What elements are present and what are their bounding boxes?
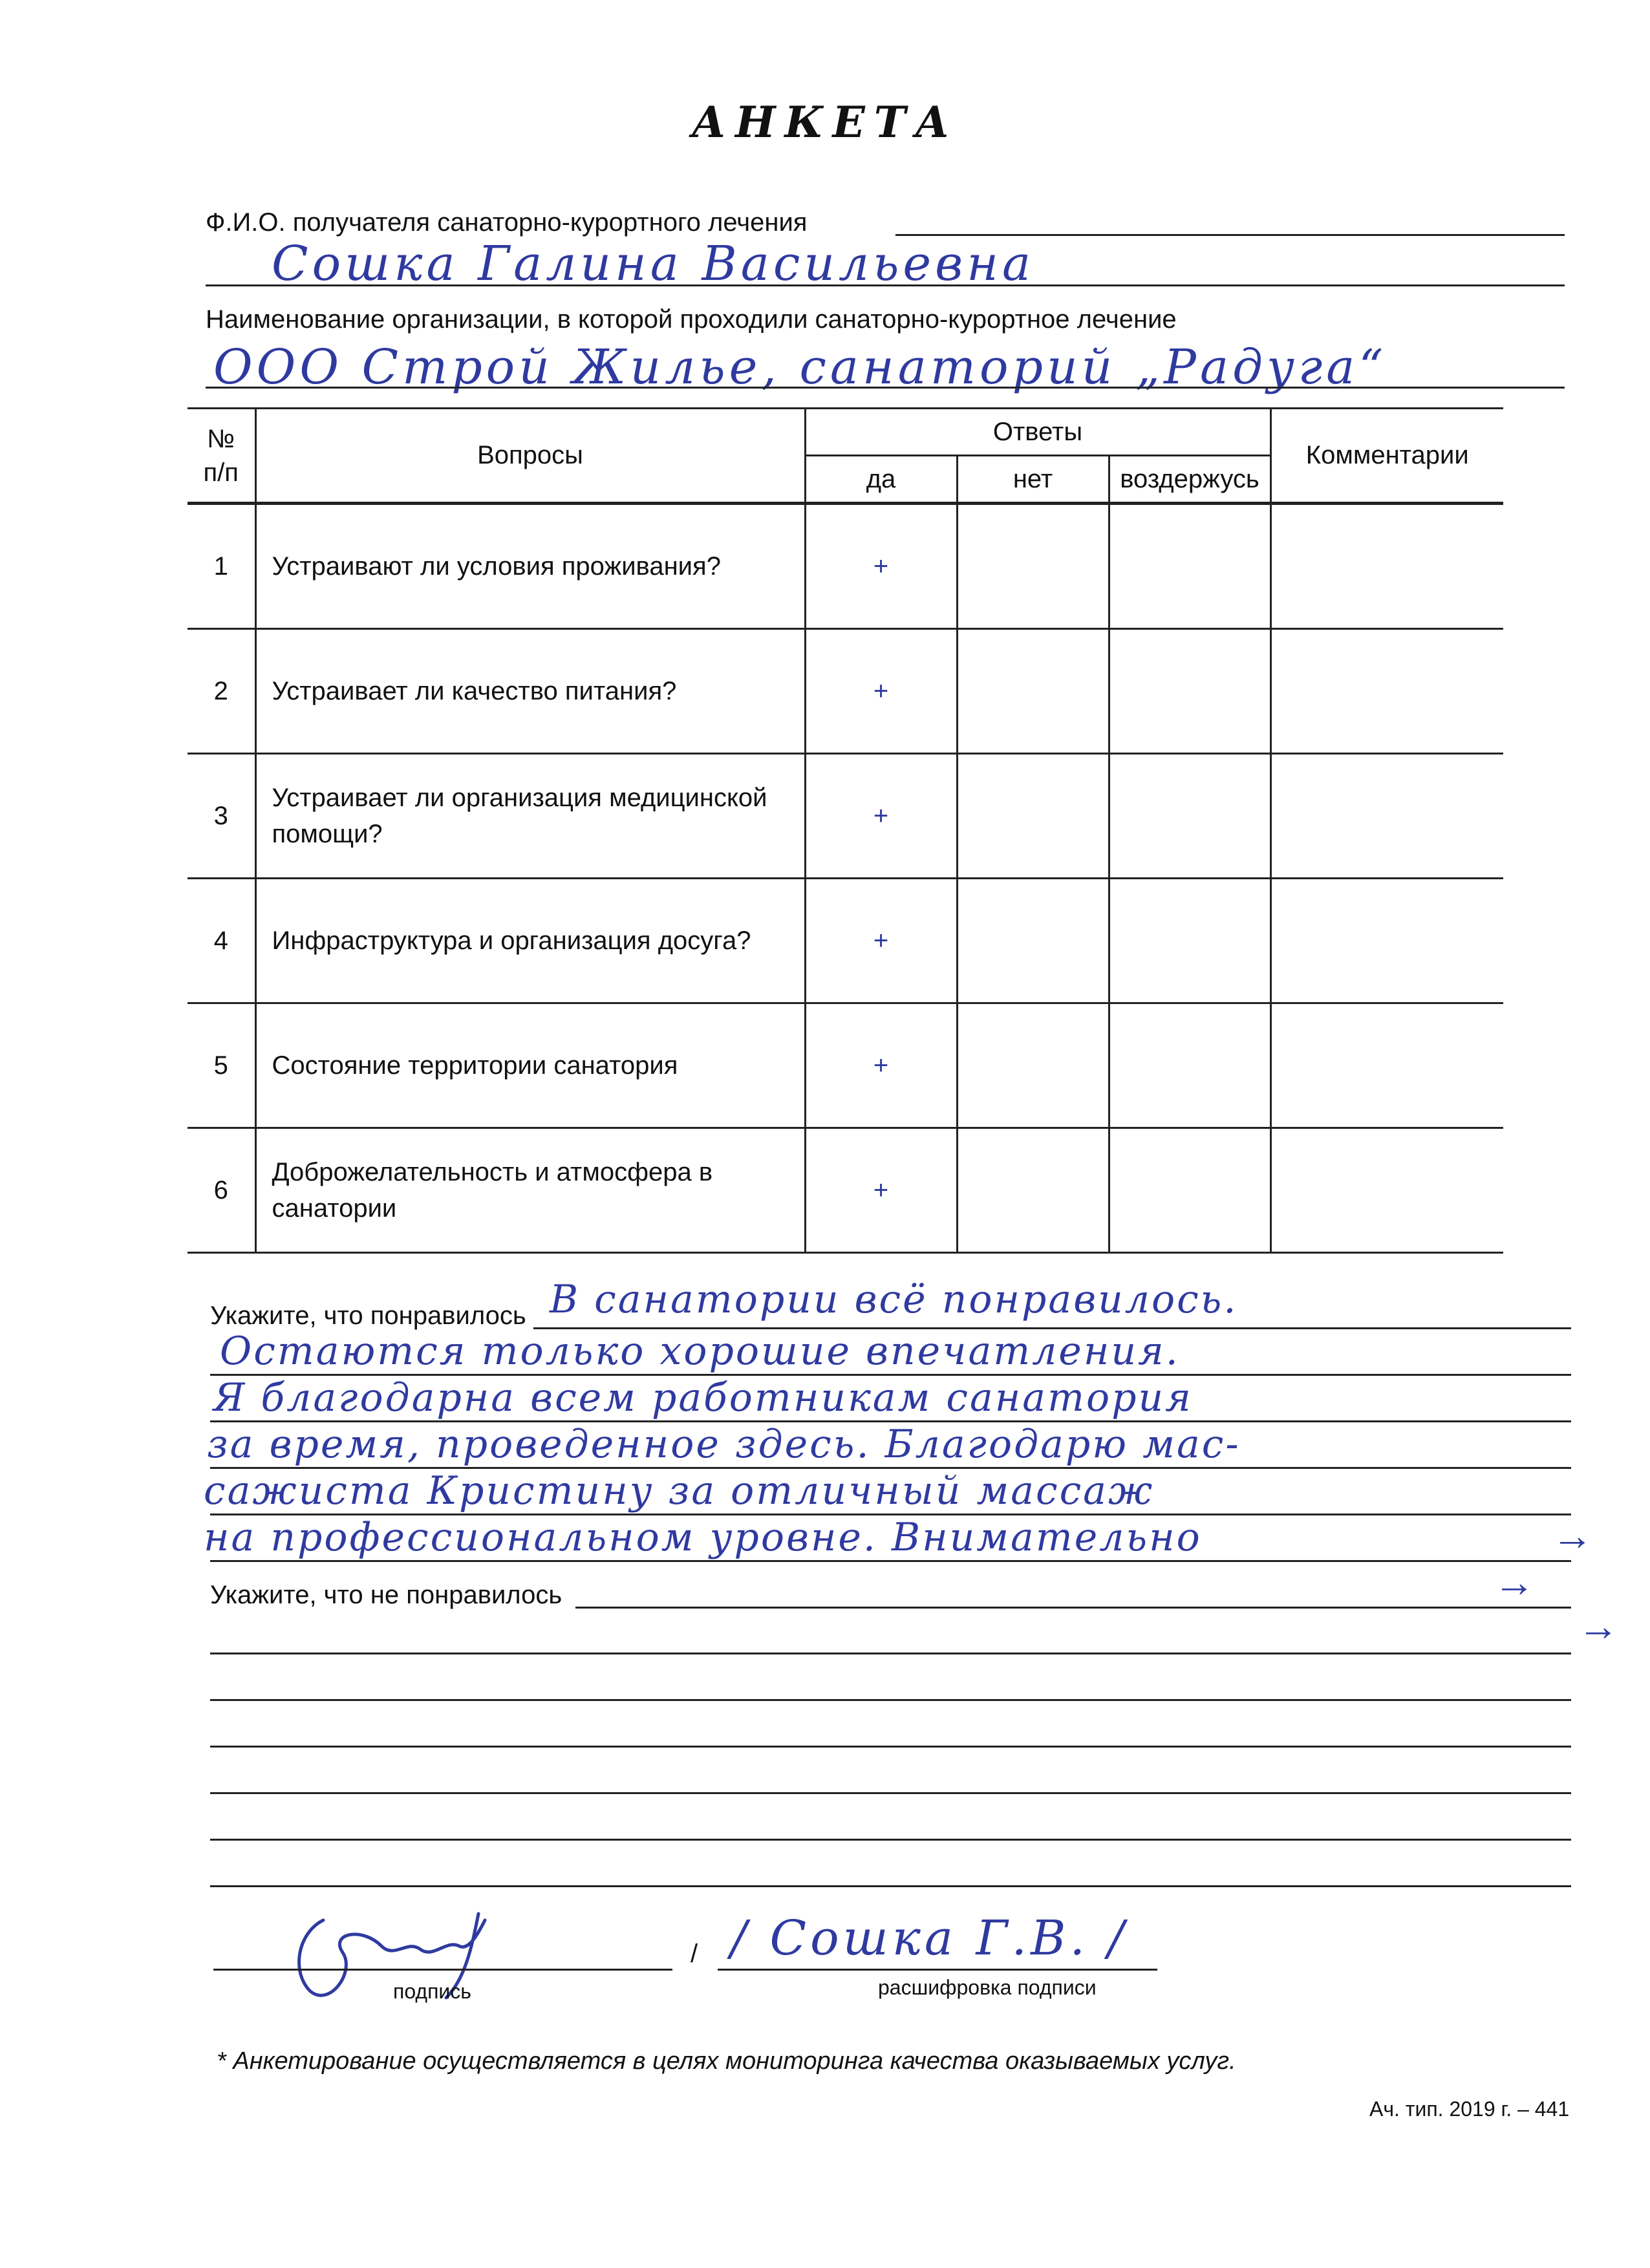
row-number: 1: [188, 504, 255, 629]
comment-cell[interactable]: [1270, 504, 1503, 629]
row-question: Состояние территории санатория: [255, 1003, 805, 1128]
questionnaire-table: [188, 407, 1503, 1254]
fio-rule-2: [206, 284, 1565, 286]
arrow-icon: →: [1494, 1559, 1535, 1605]
disliked-rule-6: [210, 1885, 1571, 1887]
col-comments-header: Комментарии: [1270, 409, 1503, 504]
disliked-rule-0: [575, 1607, 1571, 1609]
answer-yes-cell[interactable]: +: [805, 754, 957, 879]
decode-rule: [718, 1969, 1157, 1971]
disliked-rule-4: [210, 1792, 1571, 1794]
table-row: [188, 629, 1503, 754]
decode-caption: расшифровка подписи: [878, 1976, 1097, 1999]
signature-rule: [213, 1969, 672, 1971]
fio-value[interactable]: Сошка Галина Васильевна: [272, 236, 1035, 292]
organization-rule: [206, 387, 1565, 389]
liked-line-2[interactable]: Остаются только хорошие впечатления.: [220, 1329, 1180, 1374]
row-question: Устраивает ли организация медицинской помощи?: [255, 754, 805, 879]
signature-caption: подпись: [393, 1980, 471, 2003]
disliked-rule-2: [210, 1699, 1571, 1701]
col-num-header: № п/п: [188, 409, 255, 504]
row-question: Устраивают ли условия проживания?: [255, 504, 805, 629]
organization-value[interactable]: ООО Строй Жилье, санаторий „Радуга“: [213, 339, 1388, 395]
answer-no-cell[interactable]: [957, 754, 1109, 879]
answer-abstain-cell[interactable]: [1109, 1128, 1270, 1253]
disliked-label: Укажите, что не понравилось: [210, 1581, 562, 1609]
liked-line-3[interactable]: Я благодарна всем работникам санатория: [213, 1375, 1193, 1420]
comment-cell[interactable]: [1270, 1128, 1503, 1253]
liked-line-6[interactable]: на профессиональном уровне. Внимательно: [204, 1515, 1202, 1560]
form-title: АНКЕТА: [691, 97, 959, 147]
comment-cell[interactable]: [1270, 629, 1503, 754]
answer-abstain-cell[interactable]: [1109, 754, 1270, 879]
answer-no-cell[interactable]: [957, 504, 1109, 629]
comment-cell[interactable]: [1270, 879, 1503, 1003]
footer-note: * Анкетирование осуществляется в целях мониторинга качества оказываемых услуг.: [217, 2048, 1236, 2075]
answer-yes-cell[interactable]: +: [805, 1003, 957, 1128]
row-number: 4: [188, 879, 255, 1003]
arrow-icon: →: [1552, 1512, 1593, 1559]
liked-rule-5: [210, 1560, 1571, 1562]
answer-yes-cell[interactable]: +: [805, 879, 957, 1003]
answer-no-cell[interactable]: [957, 1128, 1109, 1253]
liked-label: Укажите, что понравилось: [210, 1301, 526, 1330]
arrow-icon: →: [1578, 1603, 1619, 1649]
row-number: 5: [188, 1003, 255, 1128]
answer-abstain-cell[interactable]: [1109, 1003, 1270, 1128]
col-abstain-header: воздержусь: [1109, 456, 1270, 504]
disliked-rule-1: [210, 1653, 1571, 1654]
answer-abstain-cell[interactable]: [1109, 629, 1270, 754]
decode-value[interactable]: / Сошка Г.В. /: [731, 1910, 1128, 1966]
liked-line-5[interactable]: сажиста Кристину за отличный массаж: [204, 1468, 1155, 1514]
row-question: Устраивает ли качество питания?: [255, 629, 805, 754]
disliked-rule-3: [210, 1746, 1571, 1748]
liked-line-4[interactable]: за время, проведенное здесь. Благодарю мас-: [207, 1422, 1241, 1467]
print-info: Ач. тип. 2019 г. – 441: [1369, 2097, 1570, 2121]
col-no-header: нет: [957, 456, 1109, 504]
answer-no-cell[interactable]: [957, 879, 1109, 1003]
comment-cell[interactable]: [1270, 754, 1503, 879]
comment-cell[interactable]: [1270, 1003, 1503, 1128]
disliked-rule-5: [210, 1839, 1571, 1841]
row-number: 6: [188, 1128, 255, 1253]
table-row: [188, 1128, 1503, 1253]
liked-line-1[interactable]: В санатории всё понравилось.: [550, 1277, 1238, 1322]
row-number: 3: [188, 754, 255, 879]
answer-yes-cell[interactable]: +: [805, 504, 957, 629]
answer-no-cell[interactable]: [957, 1003, 1109, 1128]
row-question: Доброжелательность и атмосфера в санатории: [255, 1128, 805, 1253]
answer-no-cell[interactable]: [957, 629, 1109, 754]
answer-yes-cell[interactable]: +: [805, 629, 957, 754]
table-row: [188, 504, 1503, 629]
row-number: 2: [188, 629, 255, 754]
row-question: Инфраструктура и организация досуга?: [255, 879, 805, 1003]
col-yes-header: да: [805, 456, 957, 504]
answer-abstain-cell[interactable]: [1109, 879, 1270, 1003]
col-questions-header: Вопросы: [255, 409, 805, 504]
answer-abstain-cell[interactable]: [1109, 504, 1270, 629]
fio-label: Ф.И.О. получателя санаторно-курортного лечения: [206, 208, 808, 237]
table-row: [188, 754, 1503, 879]
table-row: [188, 879, 1503, 1003]
col-answers-header: Ответы: [805, 409, 1270, 456]
table-row: [188, 1003, 1503, 1128]
answer-yes-cell[interactable]: +: [805, 1128, 957, 1253]
signature-slash: /: [691, 1940, 698, 1968]
organization-label: Наименование организации, в которой проходили санаторно-курортное лечение: [206, 305, 1177, 334]
